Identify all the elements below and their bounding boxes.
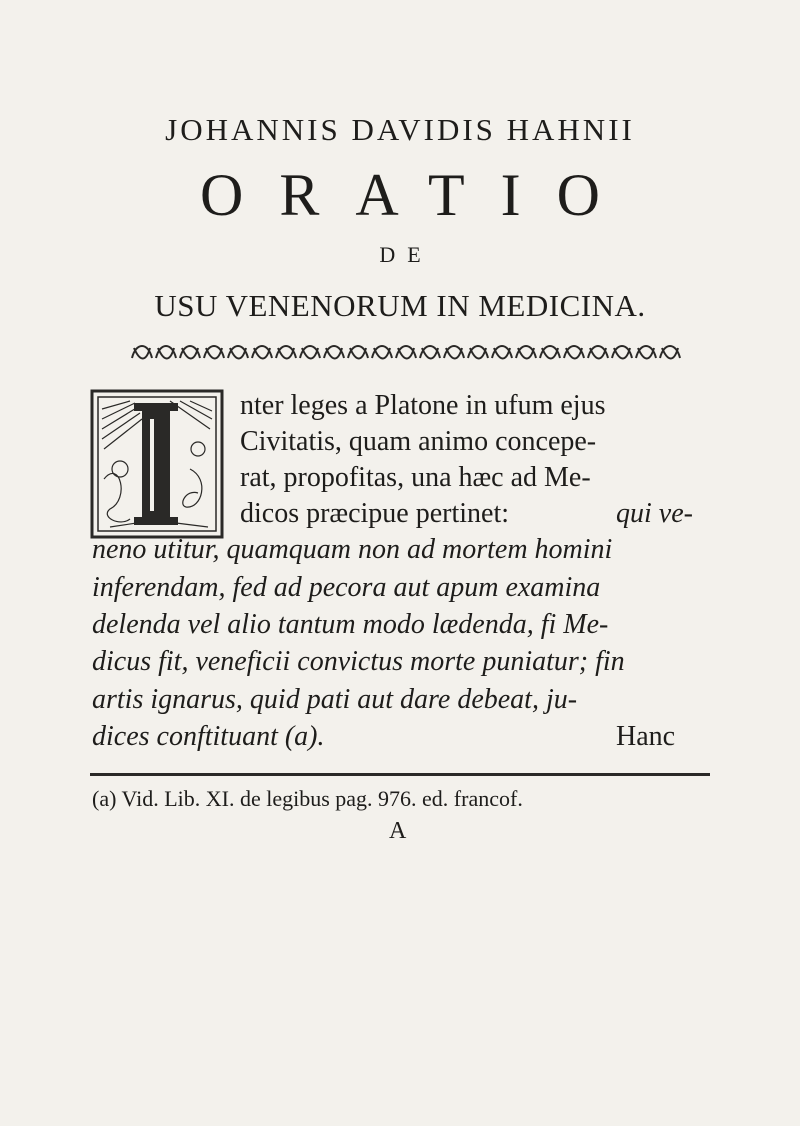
decorated-initial-icon — [90, 389, 224, 539]
text-line: delenda vel alio tantum modo lædenda, fi Me- — [92, 609, 609, 640]
ornament-knot — [660, 346, 680, 359]
ornament-knot — [348, 346, 368, 359]
ornament-knot — [468, 346, 488, 359]
ornament-knot — [156, 346, 176, 359]
ornament-knot — [276, 346, 296, 359]
footnote: (a) Vid. Lib. XI. de legibus pag. 976. ed. francof. — [92, 786, 523, 811]
ornament-knot — [204, 346, 224, 359]
ornament-knot — [588, 346, 608, 359]
ornament-knot — [420, 346, 440, 359]
text-line: inferendam, fed ad pecora aut apum examina — [92, 572, 601, 603]
ornament-knot — [300, 346, 320, 359]
text-line: dices conftituant (a). — [92, 721, 325, 752]
text-line: dicos præcipue pertinet: — [240, 498, 510, 529]
ornament-knot — [612, 346, 632, 359]
page-title: ORATIO — [200, 162, 636, 228]
ornament-knot — [228, 346, 248, 359]
title-connector: DE — [379, 242, 433, 267]
ornament-knot — [372, 346, 392, 359]
author-line: JOHANNIS DAVIDIS HAHNII — [165, 112, 635, 147]
text-line: qui ve- — [616, 498, 693, 529]
ornament-knot — [516, 346, 536, 359]
ornament-knot — [252, 346, 272, 359]
ornament-knot — [396, 346, 416, 359]
footnote-divider — [90, 773, 710, 776]
text-line: nter leges a Platone in ufum ejus — [240, 390, 606, 421]
ornament-knot — [564, 346, 584, 359]
page-subtitle: USU VENENORUM IN MEDICINA. — [154, 288, 646, 323]
text-line: neno utitur, quamquam non ad mortem homini — [92, 534, 613, 565]
signature-mark: A — [389, 818, 407, 844]
text-line: artis ignarus, quid pati aut dare debeat, ju- — [92, 684, 578, 715]
ornament-band — [130, 340, 682, 364]
ornament-knot — [324, 346, 344, 359]
ornament-knot — [492, 346, 512, 359]
catchword: Hanc — [616, 721, 676, 752]
ornament-knot — [540, 346, 560, 359]
ornament-knot — [132, 346, 152, 359]
text-line: rat, propofitas, una hæc ad Me- — [240, 462, 591, 493]
ornament-knot — [180, 346, 200, 359]
text-line: dicus fit, veneficii convictus morte puniatur; fin — [92, 646, 625, 677]
text-line: Civitatis, quam animo concepe- — [240, 426, 597, 457]
ornament-knot — [636, 346, 656, 359]
ornament-knot — [444, 346, 464, 359]
